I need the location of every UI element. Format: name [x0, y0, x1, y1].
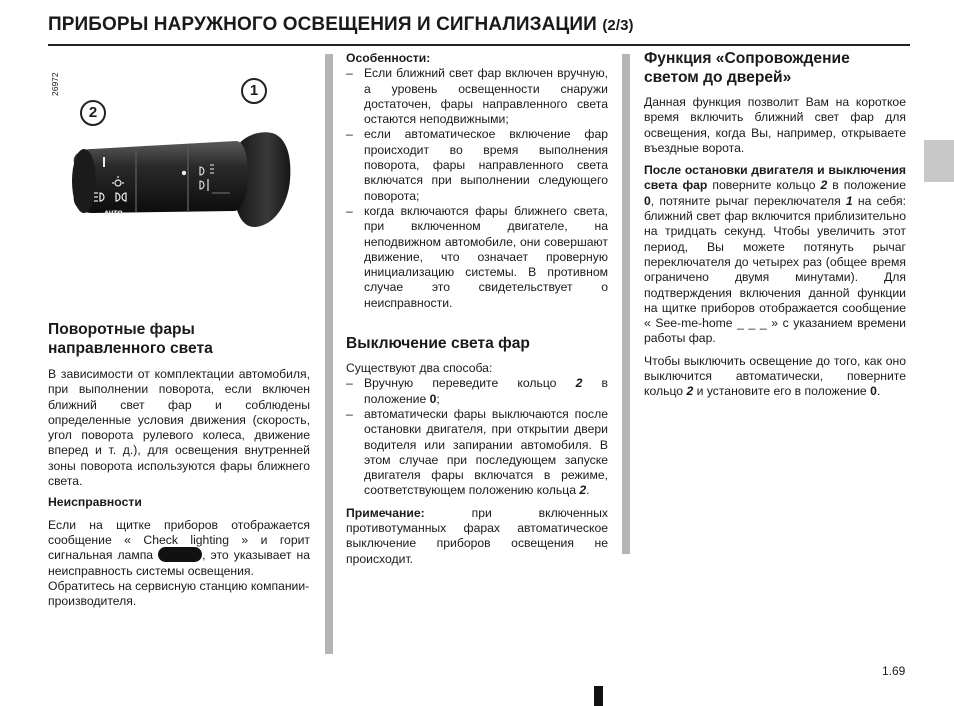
callout-2: 2 [80, 100, 106, 126]
lights-off-item-2 [346, 407, 608, 499]
text-run: ; [436, 391, 440, 406]
text-run: . [876, 384, 881, 399]
position-number: 0 [429, 391, 437, 406]
adaptive-lights-intro: В зависимости от комплектации автомобиля, при выполнении поворота, если включен ближний свет фар и соблюдены определенные условия движения (скорость, угол поворота рулевого колеса, движение вперед и т. д.), для освещения внутренней зоны поворота используются фары ближнего света. [48, 367, 310, 489]
text-run: . [586, 483, 590, 498]
auto-label: AUTO [104, 210, 123, 217]
features-item: – Если ближний свет фар включен вручную, а уровень освещенности снаружи достаточен, фары направленного света остаются неподвижными; [346, 66, 608, 127]
text-run: поверните кольцо [707, 178, 821, 193]
page-title-part: (2/3) [602, 17, 634, 34]
text-run: Вручную переведите кольцо [364, 376, 576, 391]
lights-off-intro: Существуют два способа: [346, 361, 493, 376]
ring-number: 2 [820, 178, 828, 193]
lights-off-item-1 [346, 376, 608, 407]
position-dot [182, 171, 186, 175]
page-number: 1.69 [882, 664, 906, 678]
page-title [48, 14, 634, 36]
see-me-home-cancel [644, 354, 906, 400]
features-item: – если автоматическое включение фар происходит во время выполнения поворота, фары направленного света включатся при выполнении следующего поворота; [346, 127, 608, 203]
bottom-marker [594, 686, 603, 706]
right-column [644, 49, 906, 400]
section-heading-adaptive-lights: Поворотные фары направленного света [48, 321, 213, 357]
left-column [48, 320, 310, 609]
column-divider-left [325, 54, 333, 654]
features-item: – когда включаются фары ближнего света, при включенном двигателе, на неподвижном автомобиле, они совершают движение, что означает проверную инициализацию системы. В противном случае это свидетельствует о неисправности. [346, 204, 608, 311]
text-run: и установите его в положение [693, 384, 871, 399]
column-divider-right [622, 54, 630, 554]
callout-1: 1 [241, 78, 267, 104]
faults-text-b: , это указывает на неисправность системы освещения. [48, 548, 310, 578]
section-heading-lights-off: Выключение света фар [346, 335, 530, 353]
note-text: при включенных противотуманных фарах автоматическое выключение приборов освещения не происходит. [346, 505, 608, 566]
ring-number: 2 [575, 376, 583, 391]
ring-number: 2 [579, 483, 587, 498]
title-rule [48, 44, 910, 46]
text-run: , потяните рычаг переключателя [650, 193, 846, 208]
see-me-home-intro: Данная функция позволит Вам на короткое время включить ближний свет фар для освещения, когда Вы, например, открываете въездные ворота. [644, 95, 906, 155]
middle-column [346, 51, 608, 567]
page-title-text: ПРИБОРЫ НАРУЖНОГО ОСВЕЩЕНИЯ И СИГНАЛИЗАЦИИ [48, 14, 597, 35]
note [346, 506, 608, 567]
faults-heading: Неисправности [48, 495, 142, 510]
note-label: Примечание: [346, 505, 425, 520]
position-number: 0 [644, 193, 651, 208]
bold-run: После остановки двигателя и выключения света фар [644, 163, 906, 193]
text-run: автоматически фары выключаются после остановки двигателя, при открытии двери водителя или запирании автомобиля. В этом случае при последующем запуске двигателя фары включатся в режиме, соответствующем положению кольца [364, 406, 608, 498]
switch-stalk [74, 141, 248, 213]
warning-lamp-icon [158, 547, 202, 562]
faults-text-a: Если на щитке приборов отображается сообщение « Check lighting » и горит сигнальная лампа [48, 517, 310, 563]
switch-ring [72, 149, 96, 213]
section-heading-see-me-home: Функция «Сопровождение светом до дверей» [644, 50, 850, 86]
text-run: на себя: ближний свет фар включится приблизительно на тридцать секунд. Чтобы увеличить этот период, Вы можете потянуть рычаг переключателя до четырех раз (общее время ограничено двумя минутами). Для подтверждения включения данной функции на щитке приборов отображается сообщение « See-me-home _ _ _ » с указанием времени работы фар. [644, 193, 907, 346]
text-run: Чтобы выключить освещение до того, как оно выключится автоматически, поверните кольцо [644, 353, 906, 399]
faults-contact: Обратитесь на сервисную станцию компании-производителя. [48, 578, 310, 609]
ring-number: 2 [686, 384, 694, 399]
features-heading: Особенности: [346, 51, 431, 65]
chapter-tab [924, 140, 954, 182]
faults-text [48, 518, 310, 579]
text-run: в положение [364, 376, 608, 406]
lever-number: 1 [845, 193, 853, 208]
text-run: в положение [827, 178, 906, 193]
figure-code: 26972 [50, 72, 60, 96]
position-number: 0 [870, 384, 877, 399]
see-me-home-instructions [644, 163, 906, 347]
